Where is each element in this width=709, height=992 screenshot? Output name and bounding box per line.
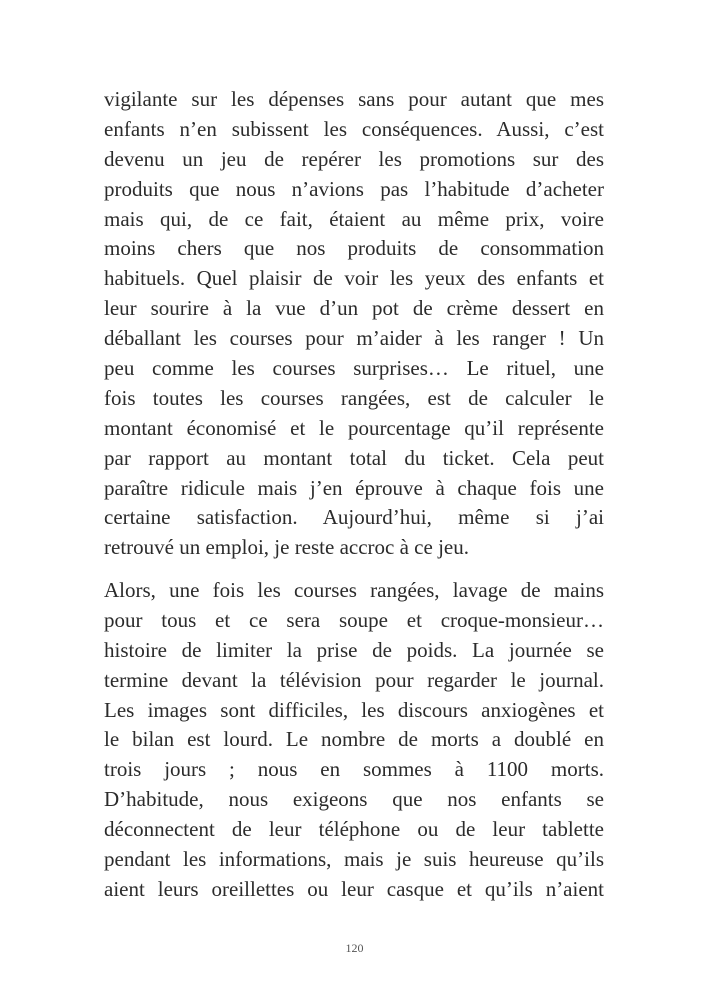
text-line: termine devant la télévision pour regarder le journal. (104, 667, 604, 692)
text-line: Alors, une fois les courses rangées, lavage de mains (104, 578, 604, 602)
text-line: déballant les courses pour m’aider à les ranger ! Un (104, 326, 604, 351)
text-line: trois jours ; nous en sommes à 1100 morts. (104, 757, 604, 782)
text-line: vigilante sur les dépenses sans pour autant que mes (104, 87, 604, 111)
page-number: 120 (345, 941, 364, 955)
text-line: devenu un jeu de repérer les promotions sur des (104, 146, 604, 171)
text-line: peu comme les courses surprises… Le rituel, une (104, 356, 604, 381)
text-line: produits que nous n’avions pas l’habitude d’acheter (104, 176, 604, 201)
text-line: paraître ridicule mais j’en éprouve à chaque fois une (104, 475, 604, 500)
text-line: par rapport au montant total du ticket. Cela peut (104, 445, 604, 470)
paragraph-1 (104, 85, 604, 563)
text-line: moins chers que nos produits de consommation (104, 236, 604, 261)
text-line: mais qui, de ce fait, étaient au même prix, voire (104, 206, 604, 231)
text-line: le bilan est lourd. Le nombre de morts a doublé en (104, 727, 604, 752)
text-line: montant économisé et le pourcentage qu’il représente (104, 415, 604, 440)
text-line: déconnectent de leur téléphone ou de leur tablette (104, 817, 604, 842)
paragraph-2 (104, 576, 604, 905)
text-line: Les images sont difficiles, les discours anxiogènes et (104, 697, 604, 722)
text-line: retrouvé un emploi, je reste accroc à ce jeu. (104, 535, 469, 560)
text-line: leur sourire à la vue d’un pot de crème dessert en (104, 296, 604, 321)
text-line: enfants n’en subissent les conséquences. Aussi, c’est (104, 116, 604, 141)
text-line: histoire de limiter la prise de poids. La journée se (104, 637, 604, 662)
text-line: pendant les informations, mais je suis heureuse qu’ils (104, 847, 604, 872)
text-line: D’habitude, nous exigeons que nos enfants se (104, 787, 604, 812)
text-line: pour tous et ce sera soupe et croque-monsieur… (104, 607, 604, 632)
text-line: certaine satisfaction. Aujourd’hui, même si j’ai (104, 505, 604, 530)
text-line: aient leurs oreillettes ou leur casque et qu’ils n’aient (104, 876, 604, 901)
text-line: habituels. Quel plaisir de voir les yeux des enfants et (104, 266, 604, 291)
text-line: fois toutes les courses rangées, est de calculer le (104, 385, 604, 410)
